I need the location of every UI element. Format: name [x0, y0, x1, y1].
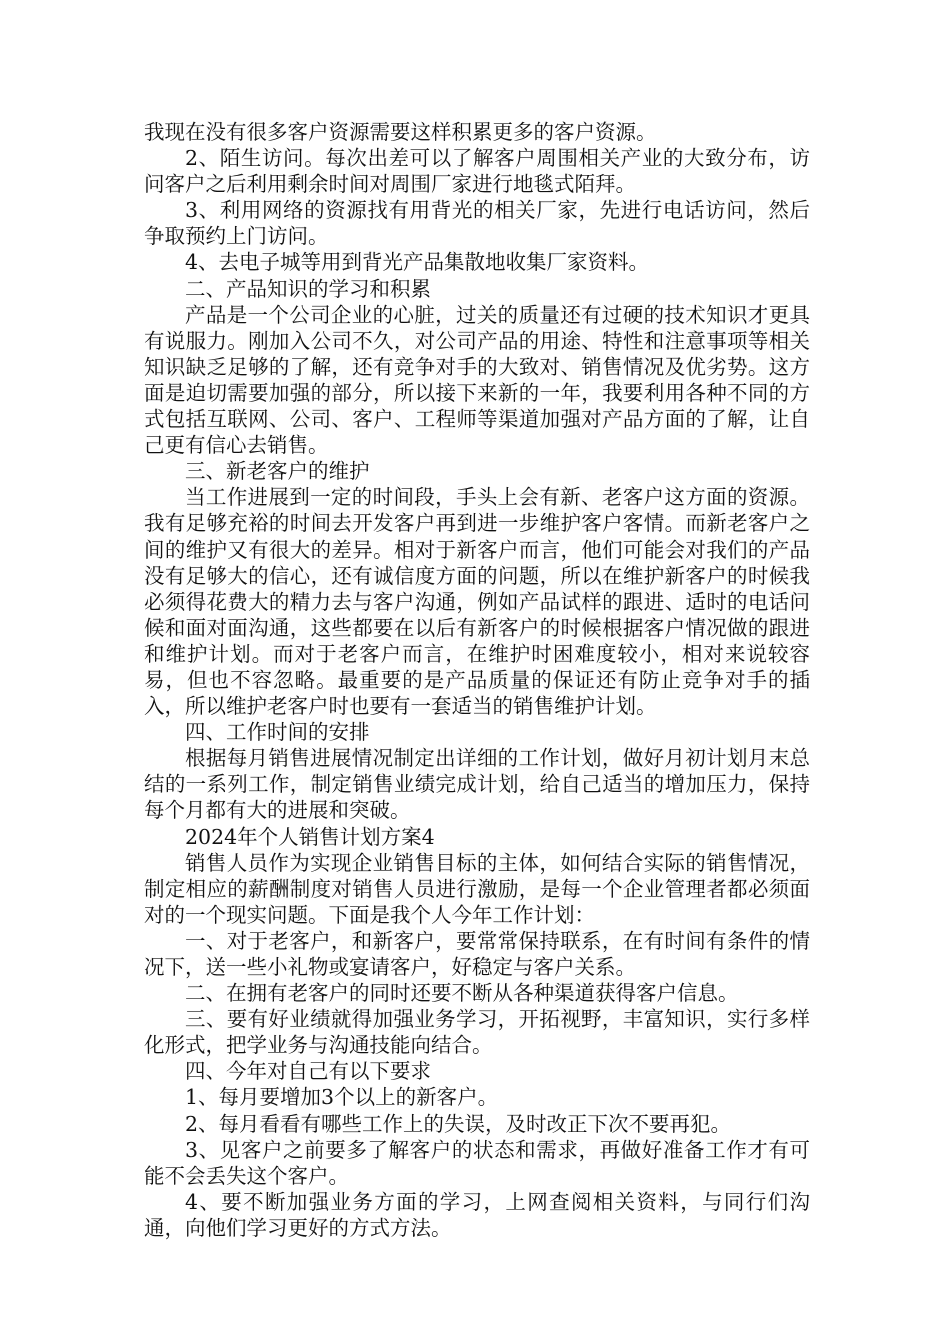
section-heading: 四、今年对自己有以下要求: [185, 1059, 431, 1084]
paragraph: 三、要有好业绩就得加强业务学习，开拓视野，丰富知识，实行多样化形式，把学业务与沟通技能向结合。: [144, 1007, 810, 1058]
paragraph: 我现在没有很多客户资源需要这样积累更多的客户资源。: [144, 120, 657, 144]
paragraph: 二、在拥有老客户的同时还要不断从各种渠道获得客户信息。: [185, 981, 739, 1006]
list-item: 2、每月看看有哪些工作上的失误，及时改正下次不要再犯。: [185, 1111, 732, 1136]
section-heading: 三、新老客户的维护: [185, 459, 370, 484]
paragraph: 销售人员作为实现企业销售目标的主体，如何结合实际的销售情况，制定相应的薪酬制度对销售人员进行激励，是每一个企业管理者都必须面对的一个现实问题。下面是我个人今年工作计划：: [144, 850, 810, 927]
list-item: 3、见客户之前要多了解客户的状态和需求，再做好准备工作才有可能不会丢失这个客户。: [144, 1137, 810, 1188]
section-heading: 二、产品知识的学习和积累: [185, 276, 431, 301]
section-heading: 四、工作时间的安排: [185, 720, 370, 745]
list-item: 1、每月要增加3个以上的新客户。: [185, 1085, 499, 1110]
paragraph: 4、去电子城等用到背光产品集散地收集厂家资料。: [185, 250, 650, 275]
list-item: 4、要不断加强业务方面的学习，上网查阅相关资料，与同行们沟通，向他们学习更好的方式方法。: [144, 1189, 810, 1240]
paragraph: 产品是一个公司企业的心脏，过关的质量还有过硬的技术知识才更具有说服力。刚加入公司不久，对公司产品的用途、特性和注意事项等相关知识缺乏足够的了解，还有竞争对手的大致对、销售情况及优劣势。这方面是迫切需要加强的部分，所以接下来新的一年，我要利用各种不同的方式包括互联网、公司、客户、工程师等渠道加强对产品方面的了解，让自己更有信心去销售。: [144, 302, 810, 458]
document-body: [144, 119, 810, 1241]
paragraph: 一、对于老客户，和新客户，要常常保持联系，在有时间有条件的情况下，送一些小礼物或宴请客户，好稳定与客户关系。: [144, 928, 810, 979]
plan-title: 2024年个人销售计划方案4: [185, 824, 435, 849]
paragraph: 3、利用网络的资源找有用背光的相关厂家，先进行电话访问，然后争取预约上门访问。: [144, 198, 810, 249]
paragraph: 当工作进展到一定的时间段，手头上会有新、老客户这方面的资源。我有足够充裕的时间去开发客户再到进一步维护客户客情。而新老客户之间的维护又有很大的差异。相对于新客户而言，他们可能会对我们的产品没有足够大的信心，还有诚信度方面的问题，所以在维护新客户的时候我必须得花费大的精力去与客户沟通，例如产品试样的跟进、适时的电话问候和面对面沟通，这些都要在以后有新客户的时候根据客户情况做的跟进和维护计划。而对于老客户而言，在维护时困难度较小，相对来说较容易，但也不容忽略。最重要的是产品质量的保证还有防止竞争对手的插入，所以维护老客户时也要有一套适当的销售维护计划。: [144, 485, 810, 719]
paragraph: 根据每月销售进展情况制定出详细的工作计划，做好月初计划月末总结的一系列工作，制定销售业绩完成计划，给自己适当的增加压力，保持每个月都有大的进展和突破。: [144, 746, 810, 823]
paragraph: 2、陌生访问。每次出差可以了解客户周围相关产业的大致分布，访问客户之后利用剩余时间对周围厂家进行地毯式陌拜。: [144, 146, 810, 197]
